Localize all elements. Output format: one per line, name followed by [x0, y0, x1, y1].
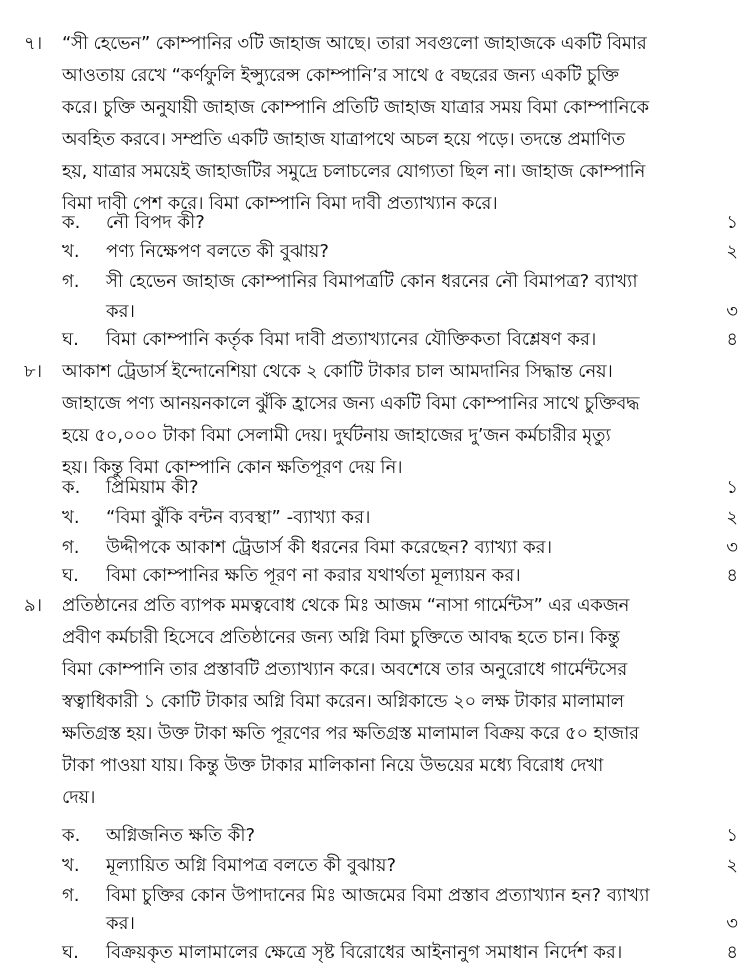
mark-value: ১ [726, 825, 738, 846]
sub-question-label: গ. [62, 537, 80, 558]
stem-line: বিমা কোম্পানি তার প্রস্তাবটি প্রত্যাখ্যান করে। অবশেষে তার অনুরোধে গার্মেন্টসের [62, 659, 628, 680]
mark-value: ৪ [726, 942, 738, 963]
sub-question-label: ঘ. [62, 942, 79, 963]
stem-line: অবহিত করবে। সম্প্রতি একটি জাহাজ যাত্রাপথে অচল হয়ে পড়ে। তদন্তে প্রমাণিত [62, 129, 625, 150]
mark-value: ৪ [726, 329, 738, 350]
sub-question-label: গ. [62, 885, 80, 906]
question-number: ৮। [24, 361, 43, 382]
stem-line: হয়, যাত্রার সময়েই জাহাজটির সমুদ্রে চলাচলের যোগ্যতা ছিল না। জাহাজ কোম্পানি [62, 161, 646, 182]
stem-line: “সী হেভেন” কোম্পানির ৩টি জাহাজ আছে। তারা সবগুলো জাহাজকে একটি বিমার [62, 33, 647, 54]
sub-question-text: বিমা চুক্তির কোন উপাদানের মিঃ আজমের বিমা প্রস্তাব প্রত্যাখ্যান হন? ব্যাখ্যা [106, 885, 650, 906]
sub-question-label: ঘ. [62, 565, 79, 586]
stem-line: হয়। কিন্তু বিমা কোম্পানি কোন ক্ষতিপূরণ দেয় নি। [62, 457, 403, 478]
sub-question-label: খ. [62, 855, 80, 876]
stem-line: জাহাজে পণ্য আনয়নকালে ঝুঁকি হ্রাসের জন্য একটি বিমা কোম্পানির সাথে চুক্তিবদ্ধ [62, 393, 640, 414]
sub-question-label: গ. [62, 271, 80, 292]
question-number: ৯। [24, 595, 43, 616]
stem-line: হয়ে ৫০,০০০ টাকা বিমা সেলামী দেয়। দুর্ঘটনায় জাহাজের দু’জন কর্মচারীর মৃত্যু [62, 425, 611, 446]
sub-question-text: বিক্রয়কৃত মালামালের ক্ষেত্রে সৃষ্ট বিরোধের আইনানুগ সমাধান নির্দেশ কর। [106, 942, 623, 963]
stem-line: প্রতিষ্ঠানের প্রতি ব্যাপক মমত্ববোধ থেকে মিঃ আজম “নাসা গার্মেন্টস” এর একজন [62, 595, 630, 616]
sub-question-text: মূল্যায়িত অগ্নি বিমাপত্র বলতে কী বুঝায়? [106, 855, 397, 876]
sub-question-text: নৌ বিপদ কী? [106, 212, 205, 233]
mark-value: ৩ [726, 913, 738, 934]
sub-question-text: পণ্য নিক্ষেপণ বলতে কী বুঝায়? [106, 241, 329, 262]
sub-question-text: “বিমা ঝুঁকি বন্টন ব্যবস্থা” -ব্যাখ্যা কর। [106, 507, 371, 528]
question-number: ৭। [24, 33, 43, 54]
stem-line: আকাশ ট্রেডার্স ইন্দোনেশিয়া থেকে ২ কোটি টাকার চাল আমদানির সিদ্ধান্ত নেয়। [62, 361, 613, 382]
stem-line: বিমা দাবী পেশ করে। বিমা কোম্পানি বিমা দাবী প্রত্যাখ্যান করে। [62, 193, 498, 214]
sub-question-text: উদ্দীপকে আকাশ ট্রেডার্স কী ধরনের বিমা করেছেন? ব্যাখ্যা কর। [106, 537, 553, 558]
stem-line: করে। চুক্তি অনুযায়ী জাহাজ কোম্পানি প্রতিটি জাহাজ যাত্রার সময় বিমা কোম্পানিকে [62, 97, 649, 118]
sub-question-text: বিমা কোম্পানির ক্ষতি পূরণ না করার যথার্থতা মূল্যায়ন কর। [106, 565, 521, 586]
sub-question-text-continued: কর। [106, 301, 135, 322]
stem-line: টাকা পাওয়া যায়। কিন্তু উক্ত টাকার মালিকানা নিয়ে উভয়ের মধ্যে বিরোধ দেখা [62, 755, 604, 776]
sub-question-text: সী হেভেন জাহাজ কোম্পানির বিমাপত্রটি কোন ধরনের নৌ বিমাপত্র? ব্যাখ্যা [106, 271, 638, 292]
sub-question-text-continued: কর। [106, 913, 135, 934]
mark-value: ২ [726, 241, 738, 262]
sub-question-label: ক. [62, 825, 81, 846]
mark-value: ২ [726, 855, 738, 876]
sub-question-label: ঘ. [62, 329, 79, 350]
sub-question-text: প্রিমিয়াম কী? [106, 477, 199, 498]
sub-question-label: ক. [62, 477, 81, 498]
sub-question-label: ক. [62, 212, 81, 233]
sub-question-label: খ. [62, 507, 80, 528]
mark-value: ১ [726, 477, 738, 498]
stem-line: দেয়। [62, 787, 96, 808]
sub-question-label: খ. [62, 241, 80, 262]
mark-value: ২ [726, 507, 738, 528]
mark-value: ৪ [726, 565, 738, 586]
mark-value: ১ [726, 212, 738, 233]
sub-question-text: বিমা কোম্পানি কর্তৃক বিমা দাবী প্রত্যাখ্যানের যৌক্তিকতা বিশ্লেষণ কর। [106, 329, 597, 350]
stem-line: আওতায় রেখে “কর্ণফুলি ইন্স্যুরেন্স কোম্পানি’র সাথে ৫ বছরের জন্য একটি চুক্তি [62, 65, 619, 86]
stem-line: ক্ষতিগ্রস্ত হয়। উক্ত টাকা ক্ষতি পূরণের পর ক্ষতিগ্রস্ত মালামাল বিক্রয় করে ৫০ হাজার [62, 723, 639, 744]
stem-line: প্রবীণ কর্মচারী হিসেবে প্রতিষ্ঠানের জন্য অগ্নি বিমা চুক্তিতে আবদ্ধ হতে চান। কিন্তু [62, 627, 620, 648]
mark-value: ৩ [726, 537, 738, 558]
sub-question-text: অগ্নিজনিত ক্ষতি কী? [106, 825, 256, 846]
mark-value: ৩ [726, 301, 738, 322]
stem-line: স্বত্বাধিকারী ১ কোটি টাকার অগ্নি বিমা করেন। অগ্নিকান্ডে ২০ লক্ষ টাকার মালামাল [62, 691, 624, 712]
